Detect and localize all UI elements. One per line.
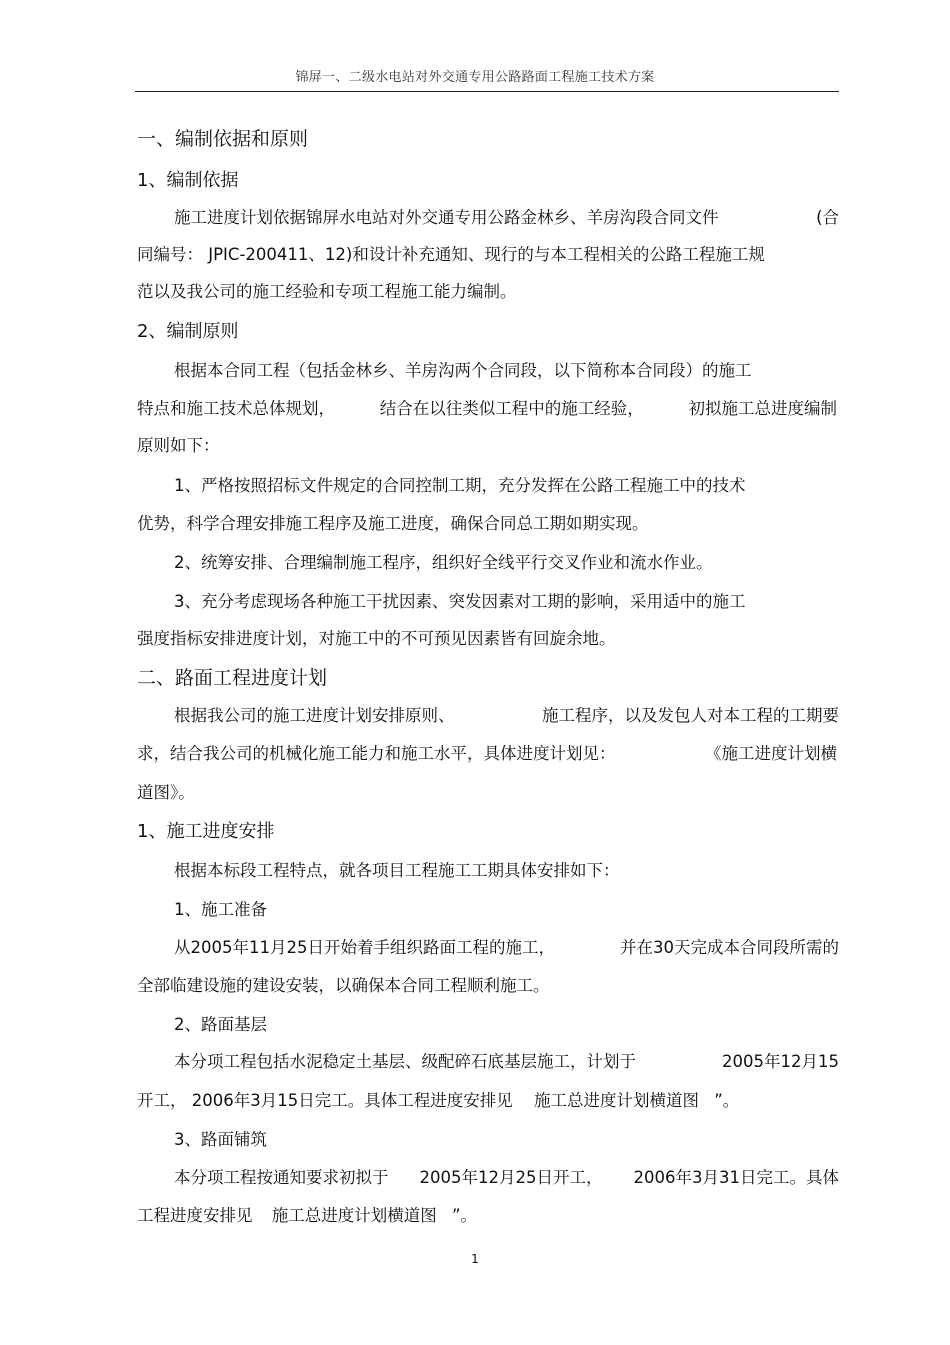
- text-segment: (合: [816, 208, 839, 227]
- text-segment: 工程进度安排见: [137, 1206, 253, 1225]
- text-segment: 2005年12月15: [722, 1052, 839, 1071]
- text-segment: 施工总进度计划横道图: [271, 1206, 437, 1225]
- text-segment: 结合在以往类似工程中的施工经验，: [379, 399, 644, 418]
- paragraph-line: 根据本标段工程特点，就各项目工程施工工期具体安排如下：: [174, 861, 620, 880]
- paragraph-line: [137, 398, 837, 420]
- subsection-title: 2、路面基层: [174, 1015, 267, 1034]
- text-segment: 施工程序，以及发包人对本工程的工期要: [542, 706, 839, 725]
- text-segment: 《施工进度计划横: [705, 744, 837, 763]
- section-1-2-title: 2、编制原则: [137, 321, 239, 342]
- paragraph-line: 范以及我公司的施工经验和专项工程施工能力编制。: [137, 282, 517, 301]
- subsection-title: 1、施工准备: [174, 900, 267, 919]
- paragraph-line: [174, 705, 839, 727]
- text-segment: 本分项工程按通知要求初拟于: [174, 1168, 389, 1187]
- paragraph-line: [174, 207, 839, 229]
- paragraph-line: 同编号： JPIC-200411、12)和设计补充通知、现行的与本工程相关的公路工程施工规: [137, 245, 765, 264]
- paragraph-line: [174, 1051, 839, 1073]
- header-divider: [135, 91, 839, 92]
- text-segment: 根据我公司的施工进度计划安排原则、: [174, 706, 455, 725]
- paragraph-line: [137, 1090, 777, 1112]
- list-item-line: 3、充分考虑现场各种施工干扰因素、突发因素对工期的影响，采用适中的施工: [174, 592, 746, 611]
- text-segment: 施工进度计划依据锦屏水电站对外交通专用公路金林乡、羊房沟段合同文件: [174, 208, 719, 227]
- list-item-line: 2、统筹安排、合理编制施工程序，组织好全线平行交叉作业和流水作业。: [174, 553, 713, 572]
- subsection-title: 3、路面铺筑: [174, 1130, 267, 1149]
- section-2-title: 二、路面工程进度计划: [137, 667, 328, 689]
- paragraph-line: 原则如下：: [137, 436, 220, 455]
- text-segment: 并在30天完成本合同段所需的: [620, 938, 839, 957]
- list-item-line: 强度指标安排进度计划，对施工中的不可预见因素皆有回旋余地。: [137, 629, 616, 648]
- text-segment: 初拟施工总进度编制: [688, 399, 837, 418]
- page-number: 1: [471, 1252, 479, 1266]
- list-item-line: 优势，科学合理安排施工程序及施工进度，确保合同总工期如期实现。: [137, 514, 649, 533]
- text-segment: 求，结合我公司的机械化施工能力和施工水平，具体进度计划见：: [137, 744, 616, 763]
- section-2-1-title: 1、施工进度安排: [137, 821, 275, 842]
- paragraph-line: [174, 1167, 839, 1189]
- section-1-1-title: 1、编制依据: [137, 170, 239, 191]
- text-segment: 开工， 2006年3月15日完工。具体工程进度安排见: [137, 1091, 513, 1110]
- text-segment: 2005年12月25日开工，: [419, 1168, 603, 1187]
- text-segment: 特点和施工技术总体规划，: [137, 399, 335, 418]
- text-segment: ”。: [452, 1206, 478, 1225]
- text-segment: 2006年3月31日完工。具体: [633, 1168, 839, 1187]
- text-segment: 本分项工程包括水泥稳定土基层、级配碎石底基层施工，计划于: [174, 1052, 636, 1071]
- section-1-title: 一、编制依据和原则: [137, 128, 309, 150]
- list-item-line: 1、严格按照招标文件规定的合同控制工期，充分发挥在公路工程施工中的技术: [174, 476, 746, 495]
- page-header: 锦屏一、二级水电站对外交通专用公路路面工程施工技术方案: [295, 70, 655, 85]
- paragraph-line: [174, 937, 839, 959]
- paragraph-line: [137, 1205, 837, 1227]
- text-segment: 施工总进度计划横道图: [533, 1091, 699, 1110]
- text-segment: ”。: [714, 1091, 740, 1110]
- paragraph-line: [137, 743, 837, 765]
- paragraph-line: 道图》。: [137, 783, 195, 802]
- text-segment: 从2005年11月25日开始着手组织路面工程的施工，: [174, 938, 555, 957]
- paragraph-line: 根据本合同工程（包括金林乡、羊房沟两个合同段，以下简称本合同段）的施工: [174, 361, 752, 380]
- paragraph-line: 全部临建设施的建设安装，以确保本合同工程顺利施工。: [137, 976, 550, 995]
